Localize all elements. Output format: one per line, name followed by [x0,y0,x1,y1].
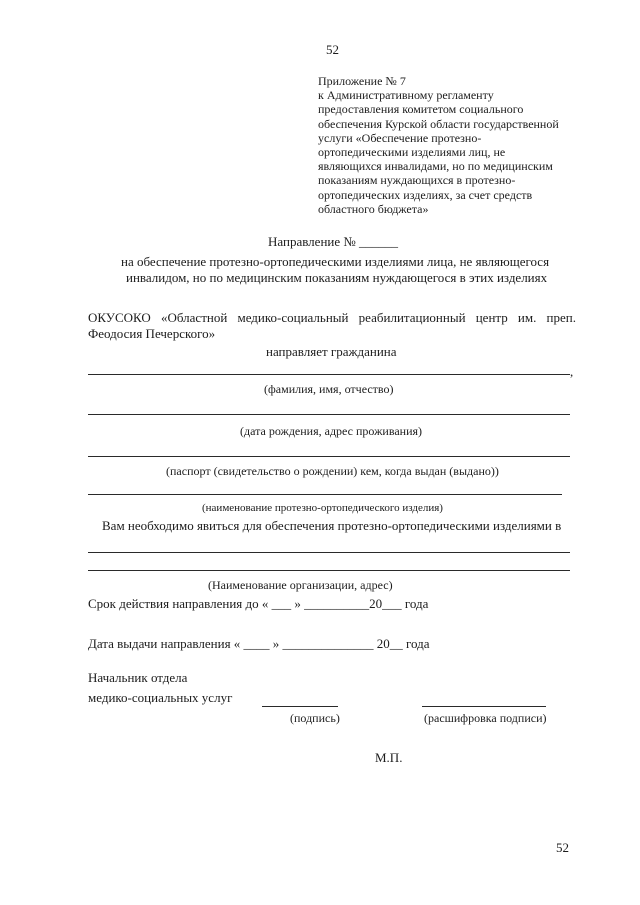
annex-line: ортопедическими изделиями лиц, не [318,145,506,160]
document-subtitle-line2: инвалидом, но по медицинским показаниям нуждающегося в этих изделиях [126,270,548,285]
annex-line: показаниям нуждающихся в протезно- [318,173,516,188]
birth-address-caption: (дата рождения, адрес проживания) [240,424,423,438]
annex-line: ортопедических изделиях, за счет средств [318,187,533,202]
document-subtitle-line1: на обеспечение протезно-ортопедическими изделиями лица, не являющегося [121,254,550,269]
annex-block [318,74,588,216]
annex-line: услуги «Обеспечение протезно- [318,130,482,145]
signature-caption: (подпись) [290,711,340,725]
validity-period: Срок действия направления до « ___ » __________20___ года [88,596,429,611]
document-title: Направление № ______ [268,234,399,249]
birth-address-line [88,414,570,415]
signature-line [262,706,338,707]
fio-comma: , [570,364,574,379]
page-number-top: 52 [326,42,339,57]
signature-decode-line [422,706,546,707]
organization-line1: ОКУСОКО «Областной медико-социальный реабилитационный центр им. преп. [88,310,576,325]
signature-decode-caption: (расшифровка подписи) [424,711,547,725]
annex-line: являющихся инвалидами, но по медицинским [318,159,553,174]
stamp-placeholder: М.П. [375,750,403,765]
passport-line [88,456,570,457]
organization-address-line2 [88,570,570,571]
annex-line: обеспечения Курской области государственной [318,116,559,131]
annex-line: Приложение № 7 [318,74,406,88]
appear-text: Вам необходимо явиться для обеспечения протезно-ортопедическими изделиями в [102,518,562,533]
device-caption: (наименование протезно-ортопедического изделия) [202,502,443,514]
directs-citizen-label: направляет гражданина [266,344,397,359]
annex-line: к Административному регламенту [318,88,494,103]
head-title-line2: медико-социальных услуг [88,690,233,705]
head-title-line1: Начальник отдела [88,670,188,685]
passport-caption: (паспорт (свидетельство о рождении) кем, когда выдан (выдано)) [166,464,499,478]
organization-address-line1 [88,552,570,553]
page-number-bottom: 52 [556,840,569,855]
annex-line: предоставления комитетом социального [318,102,524,117]
annex-line: областного бюджета» [318,201,429,216]
organization-address-caption: (Наименование организации, адрес) [208,578,393,592]
device-line [88,494,562,495]
fio-caption: (фамилия, имя, отчество) [264,382,394,396]
fio-line [88,374,570,375]
organization-line2: Феодосия Печерского» [88,326,216,341]
issue-date: Дата выдачи направления « ____ » ______________ 20__ года [88,636,430,651]
